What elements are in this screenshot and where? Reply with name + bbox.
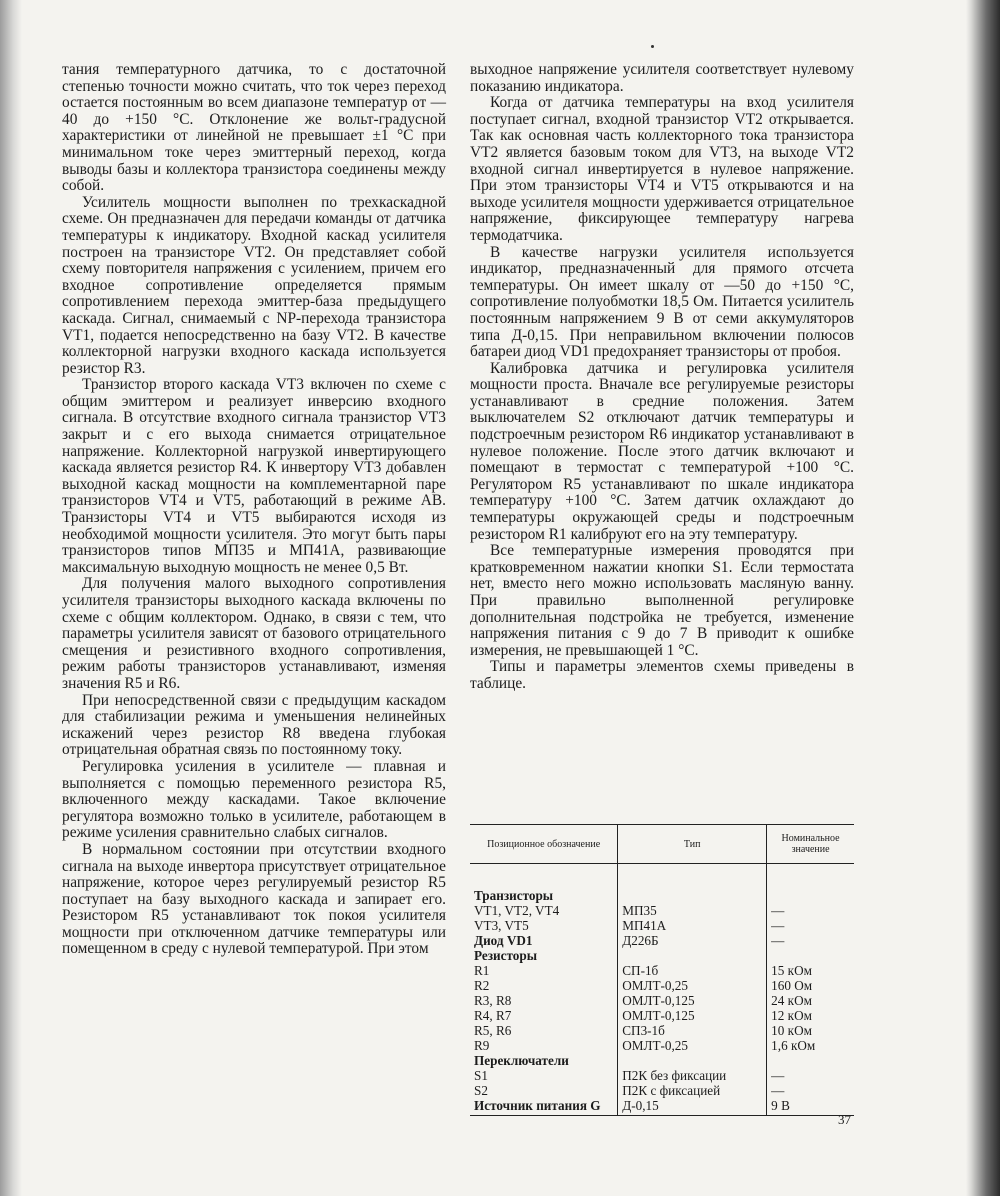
cell-designation: Транзисторы xyxy=(474,888,554,903)
cell-designation: Переключатели xyxy=(474,1053,569,1068)
cell-designation: S2 xyxy=(474,1083,488,1098)
cell-designation: Резисторы xyxy=(474,948,538,963)
cell-type: П2К без фиксации xyxy=(618,1068,767,1083)
cell-type xyxy=(618,888,767,903)
cell-designation: R3, R8 xyxy=(474,993,512,1008)
cell-designation: Источник питания G xyxy=(470,1098,618,1116)
left-text-column xyxy=(62,62,446,958)
table-row xyxy=(470,1098,854,1116)
header-value: Номинальное значение xyxy=(767,825,854,864)
cell-value: 1,6 кОм xyxy=(767,1038,854,1053)
cell-value: 15 кОм xyxy=(767,963,854,978)
cell-type: П2К с фиксацией xyxy=(618,1083,767,1098)
table-row xyxy=(470,1038,854,1053)
paragraph: выходное напряжение усилителя соответствует нулевому показанию индикатора. xyxy=(470,61,854,95)
cell-type: СП3-1б xyxy=(618,1023,767,1038)
table-row xyxy=(470,1068,854,1083)
cell-type: МП35 xyxy=(618,903,767,918)
cell-value: 9 В xyxy=(767,1098,854,1116)
cell-type: ОМЛТ-0,25 xyxy=(618,978,767,993)
table-row xyxy=(470,888,854,903)
cell-type: Д226Б xyxy=(618,933,767,948)
cell-type: Д-0,15 xyxy=(618,1098,767,1116)
cell-value: — xyxy=(767,1068,854,1083)
paragraph: В качестве нагрузки усилителя используется индикатор, предназначенный для прямого отсчета температуры. Он имеет шкалу от —50 до +150 °С, сопротивление полуобмотки 18,5 Ом. Питается усилитель постоянным напряжением 9 В от семи аккумуляторов типа Д-0,15. При неправильном включении полюсов батареи диод VD1 предохраняет транзисторы от пробоя. xyxy=(470,243,854,361)
page-number: 37 xyxy=(838,1112,851,1127)
cell-type xyxy=(618,948,767,963)
cell-value xyxy=(767,948,854,963)
header-type: Тип xyxy=(618,825,767,864)
cell-type: ОМЛТ-0,25 xyxy=(618,1038,767,1053)
cell-type: ОМЛТ-0,125 xyxy=(618,1008,767,1023)
cell-type: ОМЛТ-0,125 xyxy=(618,993,767,1008)
paragraph: Усилитель мощности выполнен по трехкаскадной схеме. Он предназначен для передачи команды от датчика температуры к индикатору. Входной каскад усилителя построен на транзисторе VT2. Он представляет собой схему повторителя напряжения с усилением, причем его входное сопротивление определяется прямым сопротивлением перехода эмиттер-база предыдущего каскада. Сигнал, снимаемый с NP-перехода транзистора VT1, подается непосредственно на базу VT2. В качестве коллекторной нагрузки входного каскада используется резистор R3. xyxy=(62,193,446,377)
components-table xyxy=(470,824,854,1116)
cell-value xyxy=(767,1053,854,1068)
table-row xyxy=(470,1008,854,1023)
table-row xyxy=(470,903,854,918)
table-row xyxy=(470,1023,854,1038)
paragraph: тания температурного датчика, то с достаточной степенью точности можно считать, что ток через переход остается постоянным во всем диапазоне температур от —40 до +150 °С. Отклонение же вольт-градусной характеристики от линейной не превышает ±1 °С при минимальном токе через эмиттерный переход, когда выводы базы и коллектора транзистора соединены между собой. xyxy=(62,61,446,195)
table-row xyxy=(470,933,854,948)
table-spacer-row xyxy=(470,864,854,889)
cell-value: — xyxy=(767,933,854,948)
cell-value: 10 кОм xyxy=(767,1023,854,1038)
table-header-row xyxy=(470,825,854,864)
paragraph: Транзистор второго каскада VT3 включен по схеме с общим эмиттером и реализует инверсию входного сигнала. В отсутствие входного сигнала транзистор VT3 закрыт и с его выхода снимается отрицательное напряжение. Коллекторной нагрузкой инвертирующего каскада является резистор R4. К инвертору VT3 добавлен выходной каскад мощности на комплементарной паре транзисторов VT4 и VT5, работающий в режиме АВ. Транзисторы VT4 и VT5 выбираются исходя из необходимой мощности усилителя. Это могут быть пары транзисторов типов МП35 и МП41А, развивающие максимальную выходную мощность не менее 0,5 Вт. xyxy=(62,376,446,576)
paragraph: Для получения малого выходного сопротивления усилителя транзисторы выходного каскада включены по схеме с общим коллектором. Однако, в связи с тем, что параметры усилителя зависят от базового отрицательного смещения и резистивного входного сопротивления, режим работы транзисторов устанавливают, изменяя значения R5 и R6. xyxy=(62,575,446,692)
scan-right-edge xyxy=(966,0,1000,1196)
cell-designation: Диод VD1 xyxy=(474,933,533,948)
paragraph: Регулировка усиления в усилителе — плавная и выполняется с помощью переменного резистора R5, включенного между каскадами. Такое включение регулятора возможно только в усилителе, работающем в режиме усиления сравнительно слабых сигналов. xyxy=(62,757,446,842)
table-row xyxy=(470,918,854,933)
table-row xyxy=(470,1053,854,1068)
cell-designation: VT3, VT5 xyxy=(474,918,529,933)
table-row xyxy=(470,1083,854,1098)
table-body xyxy=(470,864,854,1116)
paragraph: Когда от датчика температуры на вход усилителя поступает сигнал, входной транзистор VT2 открывается. Так как основная часть коллекторного тока транзистора VT2 является базовым током для VT3, на выходе VT2 входной сигнал инвертируется в нулевое напряжение. При этом транзисторы VT4 и VT5 открываются и на выходе усилителя мощности удерживается отрицательное напряжение, фиксирующее температуру нагрева термодатчика. xyxy=(470,94,854,244)
header-designation: Позиционное обозначение xyxy=(470,825,618,864)
print-speck xyxy=(651,45,654,48)
paragraph: Все температурные измерения проводятся при кратковременном нажатии кнопки S1. Если термостата нет, вместо него можно использовать масляную ванну. При правильно выполненной регулировке дополнительная подстройка не требуется, изменение напряжения питания с 9 до 7 В приводит к ошибке измерения, не превышающей 1 °С. xyxy=(470,542,854,659)
paragraph: В нормальном состоянии при отсутствии входного сигнала на выходе инвертора присутствует отрицательное напряжение, которое через регулируемый резистор R5 поступает на базу выходного каскада и запирает его. Резистором R5 устанавливают ток покоя усилителя мощности при отключенном датчике температуры или помещенном в среду с нулевой температурой. При этом xyxy=(62,840,446,958)
cell-designation: R1 xyxy=(474,963,490,978)
cell-designation: S1 xyxy=(474,1068,488,1083)
paragraph: При непосредственной связи с предыдущим каскадом для стабилизации режима и уменьшения нелинейных искажений через резистор R8 введена глубокая отрицательная обратная связь по постоянному току. xyxy=(62,691,446,759)
cell-type: МП41А xyxy=(618,918,767,933)
right-text-column xyxy=(470,62,854,693)
cell-designation: R9 xyxy=(474,1038,490,1053)
cell-value xyxy=(767,888,854,903)
paragraph: Калибровка датчика и регулировка усилителя мощности проста. Вначале все регулируемые резисторы устанавливают в средние положения. Затем выключателем S2 отключают датчик температуры и подстроечным резистором R6 индикатор устанавливают в нулевое положение. После этого датчик включают и помещают в термостат с температурой +100 °С. Регулятором R5 устанавливают по шкале индикатора температуру +100 °С. Затем датчик охлаждают до температуры окружающей среды и подстроечным резистором R1 калибруют его на эту температуру. xyxy=(470,359,854,543)
cell-value: — xyxy=(767,918,854,933)
cell-type xyxy=(618,1053,767,1068)
table-row xyxy=(470,993,854,1008)
cell-value: — xyxy=(767,903,854,918)
cell-value: 24 кОм xyxy=(767,993,854,1008)
cell-designation: R4, R7 xyxy=(474,1008,512,1023)
paragraph: Типы и параметры элементов схемы приведены в таблице. xyxy=(470,658,854,692)
table-row xyxy=(470,963,854,978)
cell-designation: R2 xyxy=(474,978,490,993)
cell-value: 12 кОм xyxy=(767,1008,854,1023)
cell-designation: VT1, VT2, VT4 xyxy=(474,903,560,918)
cell-value: — xyxy=(767,1083,854,1098)
cell-designation: R5, R6 xyxy=(474,1023,512,1038)
cell-value: 160 Ом xyxy=(767,978,854,993)
table-row xyxy=(470,978,854,993)
scan-left-edge xyxy=(0,0,22,1196)
table-row xyxy=(470,948,854,963)
cell-type: СП-1б xyxy=(618,963,767,978)
